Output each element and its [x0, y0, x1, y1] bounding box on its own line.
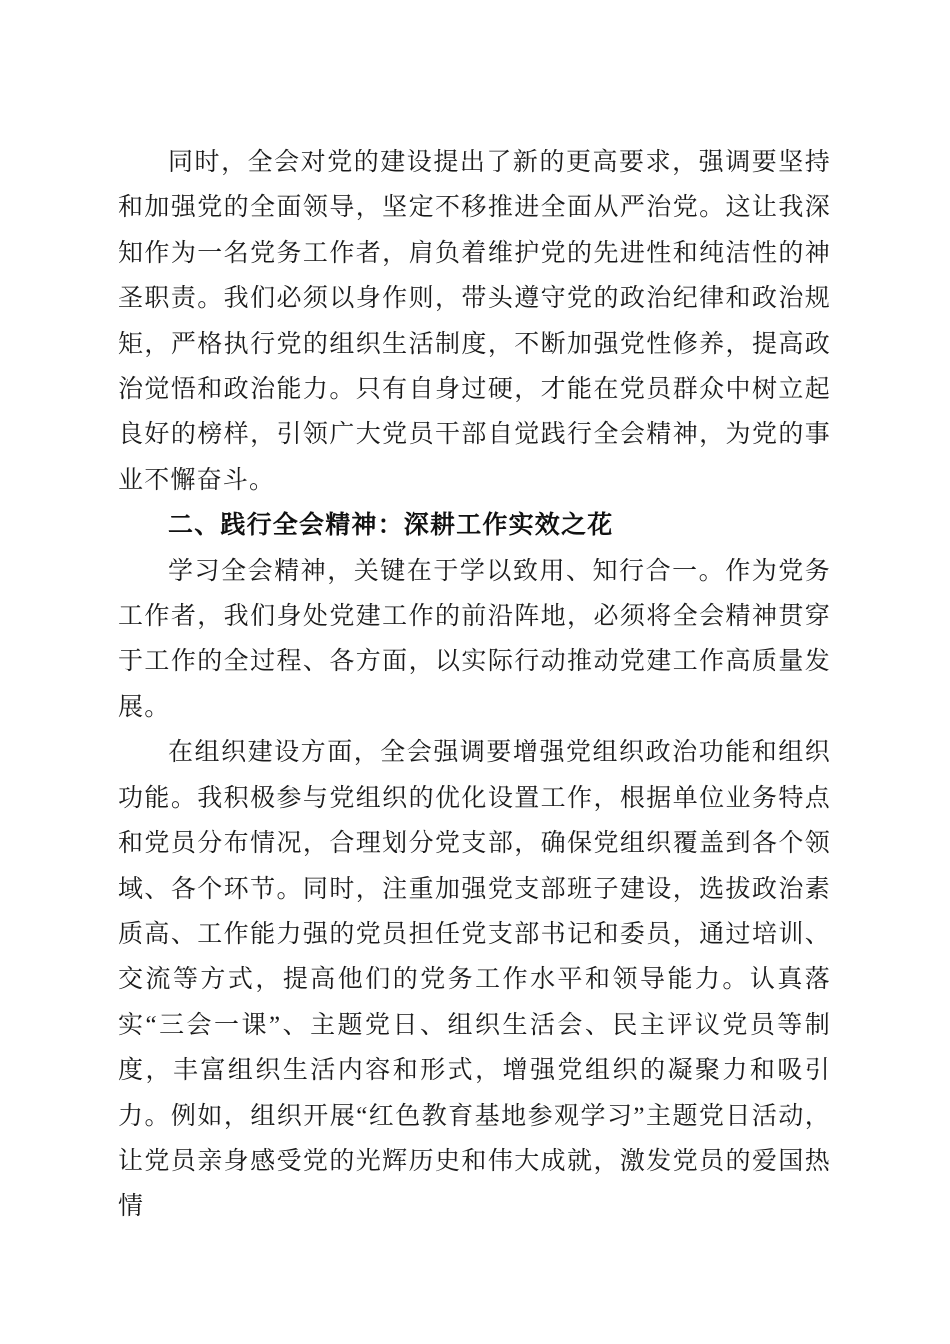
- paragraph-1: 同时，全会对党的建设提出了新的更高要求，强调要坚持和加强党的全面领导，坚定不移推进全面从严治党。这让我深知作为一名党务工作者，肩负着维护党的先进性和纯洁性的神圣职责。我们必须以身作则，带头遵守党的政治纪律和政治规矩，严格执行党的组织生活制度，不断加强党性修养，提高政治觉悟和政治能力。只有自身过硬，才能在党员群众中树立起良好的榜样，引领广大党员干部自觉践行全会精神，为党的事业不懈奋斗。: [118, 149, 831, 494]
- paragraph-3: 在组织建设方面，全会强调要增强党组织政治功能和组织功能。我积极参与党组织的优化设置工作，根据单位业务特点和党员分布情况，合理划分党支部，确保党组织覆盖到各个领域、各个环节。同时，注重加强党支部班子建设，选拔政治素质高、工作能力强的党员担任党支部书记和委员，通过培训、交流等方式，提高他们的党务工作水平和领导能力。认真落实“三会一课”、主题党日、组织生活会、民主评议党员等制度，丰富组织生活内容和形式，增强党组织的凝聚力和吸引力。例如，组织开展“红色教育基地参观学习”主题党日活动，让党员亲身感受党的光辉历史和伟大成就，激发党员的爱国热情: [118, 739, 831, 1221]
- document-body: [118, 140, 831, 1230]
- section-heading: 二、践行全会精神：深耕工作实效之花: [168, 511, 614, 540]
- paragraph-2: 学习全会精神，关键在于学以致用、知行合一。作为党务工作者，我们身处党建工作的前沿阵地，必须将全会精神贯穿于工作的全过程、各方面，以实际行动推动党建工作高质量发展。: [118, 557, 831, 721]
